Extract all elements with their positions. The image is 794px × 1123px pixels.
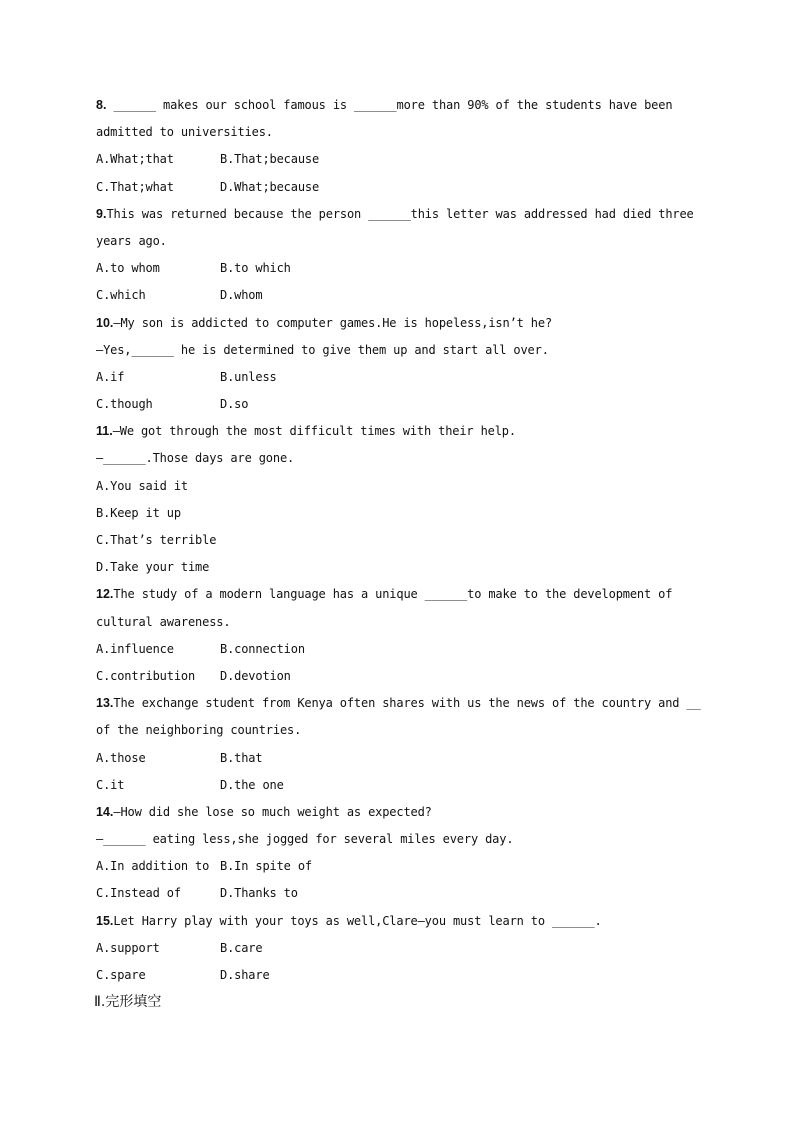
question-text: —Yes,______ he is determined to give them up and start all over.	[96, 342, 549, 357]
option-d: D.What;because	[220, 179, 320, 194]
question-number: 9.	[96, 206, 107, 221]
option-d: D.so	[220, 397, 249, 412]
option-b: B.In spite of	[220, 859, 312, 874]
option-c: C.contribution	[96, 668, 196, 683]
option-row	[96, 636, 706, 663]
option-b: B.to which	[220, 261, 291, 276]
option-c: C.which	[96, 288, 146, 303]
option-row	[96, 282, 706, 309]
question-number: 15.	[96, 913, 114, 928]
option-row	[96, 527, 706, 554]
option-c: C.spare	[96, 968, 146, 982]
option-d: D.share	[220, 968, 270, 982]
question-13	[96, 690, 706, 799]
option-row	[96, 174, 706, 201]
question-text: —How did she lose so much weight as expected?	[113, 804, 432, 819]
question-text: —______.Those days are gone.	[96, 451, 295, 466]
option-a: A.support	[96, 940, 160, 955]
option-a: A.those	[96, 750, 146, 765]
question-text: The exchange student from Kenya often shares with us the news of the country and __	[113, 696, 701, 711]
option-b: B.care	[220, 940, 263, 955]
option-d: D.the one	[220, 777, 284, 792]
option-d: D.whom	[220, 288, 263, 303]
question-number: 13.	[96, 696, 114, 711]
question-text: —My son is addicted to computer games.He is hopeless,isn’t he?	[113, 315, 553, 330]
question-10	[96, 310, 706, 419]
worksheet-page	[96, 92, 706, 1016]
option-row	[96, 500, 706, 527]
option-row	[96, 880, 706, 907]
option-b: B.That;because	[220, 152, 320, 167]
option-row	[96, 146, 706, 173]
option-d: D.Thanks to	[220, 886, 298, 901]
question-text: cultural awareness.	[96, 614, 231, 629]
question-text: years ago.	[96, 233, 167, 248]
option-c: C.Instead of	[96, 886, 181, 901]
question-11	[96, 418, 706, 581]
option-a: A.to whom	[96, 261, 160, 276]
option-row	[96, 255, 706, 282]
option-c: C.though	[96, 397, 153, 412]
option-a: A.You said it	[96, 478, 188, 493]
option-row	[96, 935, 706, 962]
question-15	[96, 908, 706, 990]
question-number: 8.	[96, 98, 107, 112]
question-text: Let Harry play with your toys as well,Clare—you must learn to ______.	[113, 913, 602, 928]
question-text: This was returned because the person ______this letter was addressed had died three	[106, 206, 694, 221]
option-a: A.In addition to	[96, 859, 210, 874]
option-row	[96, 391, 706, 418]
section-title: Ⅱ.完形填空	[94, 994, 162, 1011]
question-12	[96, 581, 706, 690]
option-d: D.devotion	[220, 668, 291, 683]
option-row	[96, 663, 706, 690]
option-row	[96, 745, 706, 772]
option-c: C.it	[96, 777, 125, 792]
option-row	[96, 962, 706, 989]
question-number: 12.	[96, 587, 114, 602]
question-text: ______ makes our school famous is ______more than 90% of the students have been	[106, 98, 673, 112]
option-row	[96, 772, 706, 799]
question-text: —We got through the most difficult times with their help.	[112, 424, 516, 439]
option-c: C.That;what	[96, 179, 174, 194]
option-a: A.influence	[96, 641, 174, 656]
option-row	[96, 364, 706, 391]
question-text: The study of a modern language has a unique ______to make to the development of	[113, 587, 673, 602]
question-text: of the neighboring countries.	[96, 723, 302, 738]
option-a: A.if	[96, 369, 125, 384]
option-b: B.connection	[220, 641, 305, 656]
question-text: admitted to universities.	[96, 125, 273, 140]
question-8	[96, 92, 706, 201]
option-row	[96, 554, 706, 581]
option-d: D.Take your time	[96, 560, 210, 575]
question-14	[96, 799, 706, 908]
question-number: 10.	[96, 315, 114, 330]
option-b: B.Keep it up	[96, 505, 181, 520]
option-b: B.unless	[220, 369, 277, 384]
question-text: —______ eating less,she jogged for several miles every day.	[96, 832, 514, 847]
option-c: C.That’s terrible	[96, 533, 217, 547]
question-number: 14.	[96, 804, 114, 819]
question-9	[96, 201, 706, 310]
option-a: A.What;that	[96, 152, 174, 167]
option-row	[96, 473, 706, 500]
option-row	[96, 853, 706, 880]
question-number: 11.	[96, 424, 113, 439]
option-b: B.that	[220, 750, 263, 765]
